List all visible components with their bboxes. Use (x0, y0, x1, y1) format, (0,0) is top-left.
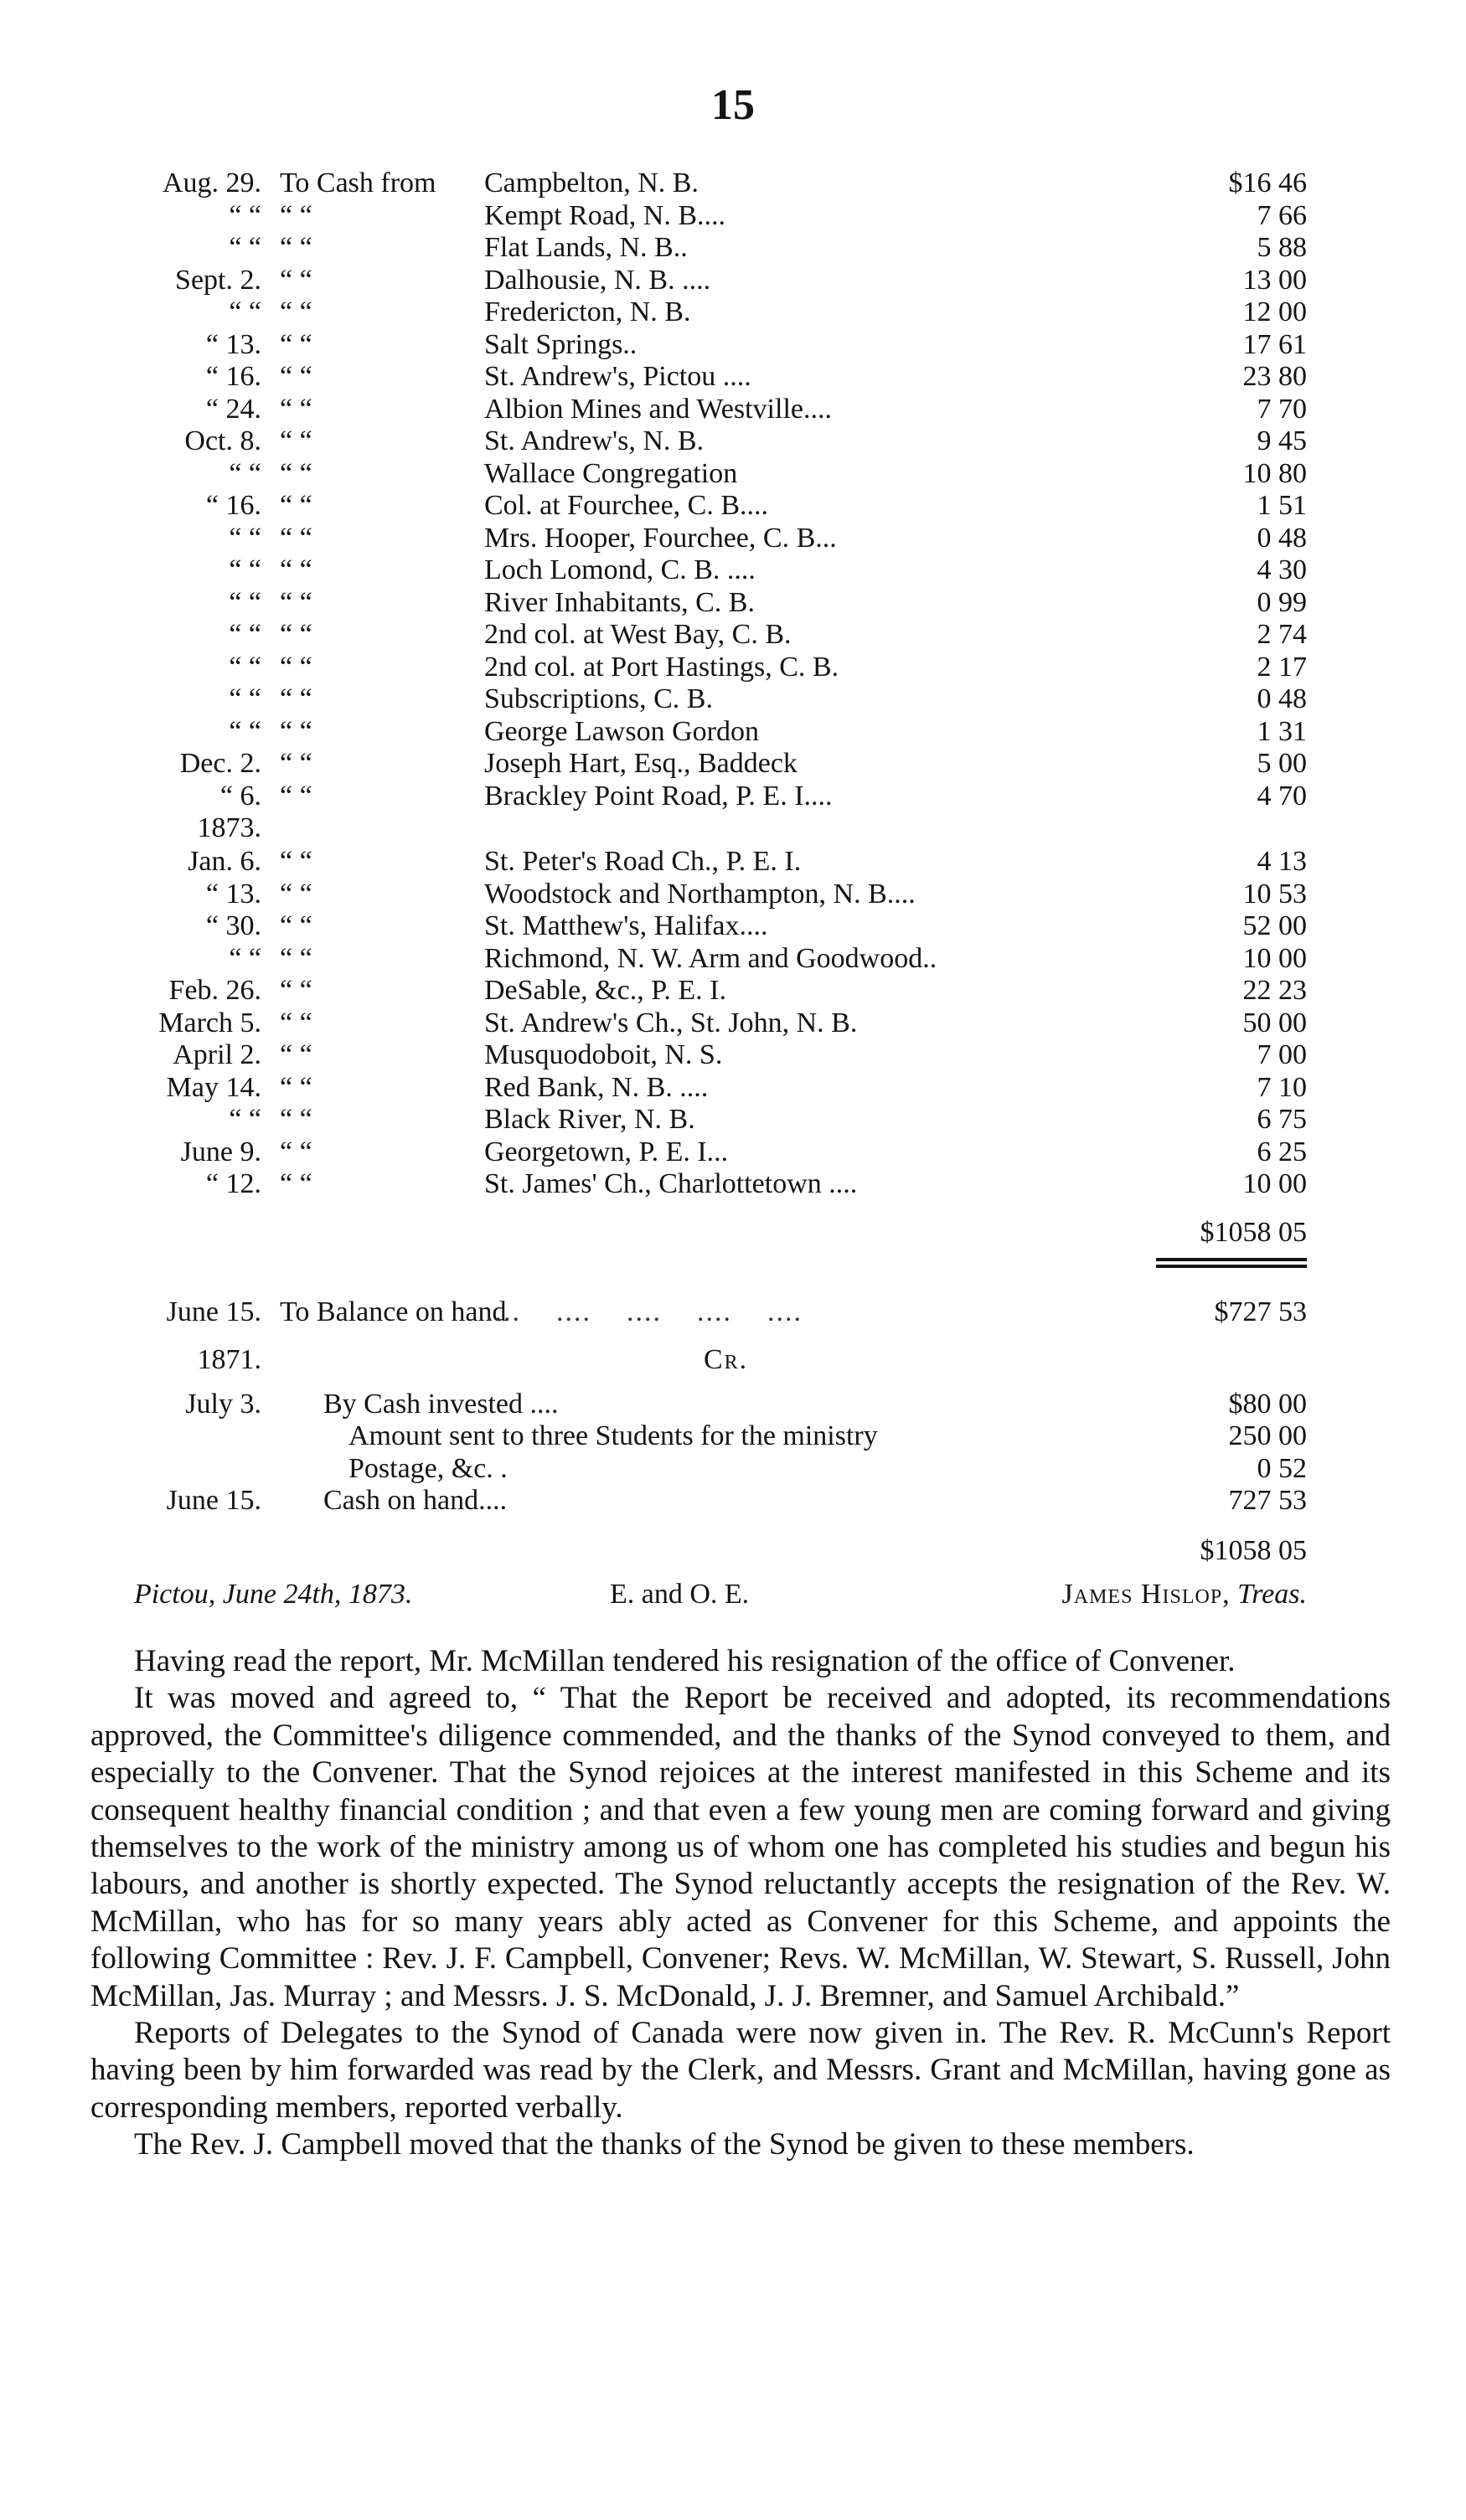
entry-source: 2nd col. at West Bay, C. B. (484, 619, 792, 650)
entry-amount: 10 53 (1242, 878, 1307, 910)
entry-prefix: “ “ (280, 910, 312, 941)
paragraph: The Rev. J. Campbell moved that the thanks of the Synod be given to these members. (134, 2127, 1195, 2162)
credit-date: July 3. (185, 1388, 261, 1420)
entry-amount: 5 00 (1257, 748, 1307, 779)
credit-header-row (151, 1338, 1307, 1382)
credit-amount: 0 52 (1257, 1452, 1307, 1484)
balance-date: June 15. (166, 1296, 261, 1327)
entry-source: St. Andrew's, N. B. (484, 425, 705, 456)
entry-amount: 7 66 (1257, 199, 1307, 231)
errors-omissions: E. and O. E. (610, 1578, 750, 1610)
debit-entries (151, 167, 1307, 1201)
credit-row (151, 1485, 1307, 1518)
entry-prefix: “ “ (280, 361, 312, 392)
entry-date: “ 13. (205, 878, 261, 910)
entry-amount: 1 31 (1257, 715, 1307, 747)
entry-source: Campbelton, N. B. (484, 167, 699, 198)
ledger-row (151, 943, 1307, 976)
entry-prefix: “ “ (280, 1104, 312, 1135)
entry-source: George Lawson Gordon (484, 715, 759, 747)
ledger-row (151, 425, 1307, 458)
ledger-row (151, 458, 1307, 491)
entry-source: St. Andrew's, Pictou .... (484, 361, 751, 392)
paragraph: Having read the report, Mr. McMillan tendered his resignation of the office of Convener. (134, 1644, 1236, 1678)
entry-source: Red Bank, N. B. .... (484, 1071, 709, 1103)
entry-date: “ “ (229, 942, 261, 974)
entry-amount: 10 80 (1242, 457, 1307, 489)
entry-amount: 50 00 (1242, 1007, 1307, 1038)
entry-date: “ “ (229, 232, 261, 263)
entry-source: Wallace Congregation (484, 457, 738, 489)
credit-amount: $80 00 (1228, 1388, 1307, 1420)
ledger-row (151, 296, 1307, 329)
entry-amount: 0 99 (1257, 586, 1307, 618)
entry-source: Brackley Point Road, P. E. I.... (484, 780, 833, 812)
credit-date: June 15. (166, 1485, 261, 1516)
entry-prefix: “ “ (280, 425, 312, 456)
ledger-row (151, 1104, 1307, 1136)
ledger-row (151, 748, 1307, 781)
entry-date: Oct. 8. (184, 425, 261, 456)
entry-amount: 52 00 (1242, 910, 1307, 941)
ledger-row (151, 652, 1307, 684)
treasurer-signature: James Hislop, Treas. (1061, 1578, 1307, 1610)
entry-amount: 7 00 (1257, 1039, 1307, 1070)
credit-amount: 250 00 (1228, 1420, 1307, 1451)
entry-prefix: “ “ (280, 554, 312, 585)
body-text (90, 1643, 1391, 2163)
entry-prefix: “ “ (280, 1136, 312, 1167)
ledger-row (151, 846, 1307, 879)
ledger-row (151, 232, 1307, 265)
entry-date: June 9. (180, 1136, 261, 1167)
credit-total-row (151, 1529, 1307, 1573)
leader-dots: .... .... .... .... .... (486, 1296, 803, 1327)
entry-prefix: “ “ (280, 457, 312, 489)
entry-source: Dalhousie, N. B. .... (484, 264, 711, 296)
signature-place-date: Pictou, June 24th, 1873. (134, 1578, 413, 1610)
credit-row (151, 1389, 1307, 1421)
double-rule (151, 1255, 1307, 1273)
entry-source: Salt Springs.. (484, 328, 638, 360)
entry-amount: 10 00 (1242, 1168, 1307, 1199)
entry-source: Georgetown, P. E. I... (484, 1136, 729, 1167)
entry-prefix: “ “ (280, 199, 312, 231)
entry-prefix: “ “ (280, 878, 312, 910)
ledger-row (151, 910, 1307, 943)
credit-description: Cash on hand.... (323, 1485, 508, 1516)
entry-date: “ “ (229, 586, 261, 618)
credit-year: 1871. (197, 1343, 261, 1375)
entry-prefix: “ “ (280, 846, 312, 877)
entry-prefix: To Cash from (280, 167, 436, 198)
entry-date: “ “ (229, 296, 261, 327)
ledger-row (151, 975, 1307, 1007)
entry-source: River Inhabitants, C. B. (484, 586, 755, 618)
credit-entries (151, 1389, 1307, 1518)
entry-prefix: “ “ (280, 1039, 312, 1070)
debit-total-row (151, 1211, 1307, 1255)
entry-date: “ 16. (205, 361, 261, 392)
credit-rule (151, 1518, 1307, 1529)
entry-amount: 0 48 (1257, 522, 1307, 554)
credit-amount: 727 53 (1228, 1485, 1307, 1516)
entry-source: Albion Mines and Westville.... (484, 393, 832, 425)
entry-prefix: “ “ (280, 942, 312, 974)
entry-prefix: “ “ (280, 748, 312, 779)
ledger-row (151, 554, 1307, 587)
entry-amount: 12 00 (1242, 296, 1307, 327)
ledger-row (151, 1168, 1307, 1201)
entry-prefix: “ “ (280, 715, 312, 747)
entry-date: “ 30. (205, 910, 261, 941)
entry-source: Black River, N. B. (484, 1104, 695, 1135)
entry-amount: 4 70 (1257, 780, 1307, 812)
entry-prefix: “ “ (280, 232, 312, 263)
ledger-row (151, 200, 1307, 233)
entry-source: 2nd col. at Port Hastings, C. B. (484, 651, 839, 683)
entry-date: “ “ (229, 1104, 261, 1135)
credit-row (151, 1453, 1307, 1486)
entry-prefix: “ “ (280, 1007, 312, 1038)
entry-source: Kempt Road, N. B.... (484, 199, 726, 231)
entry-prefix: “ “ (280, 522, 312, 554)
entry-source: Subscriptions, C. B. (484, 683, 713, 714)
entry-date: Dec. 2. (179, 748, 261, 779)
entry-date: “ “ (229, 554, 261, 585)
entry-date: “ “ (229, 683, 261, 714)
entry-date: April 2. (173, 1039, 261, 1070)
entry-amount: 22 23 (1242, 975, 1307, 1006)
entry-date: “ “ (229, 199, 261, 231)
entry-source: Richmond, N. W. Arm and Goodwood.. (484, 942, 937, 974)
ledger-row (151, 167, 1307, 200)
ledger-row (151, 716, 1307, 749)
entry-prefix: “ “ (280, 619, 312, 650)
entry-prefix: “ “ (280, 328, 312, 360)
entry-amount: 2 74 (1257, 619, 1307, 650)
entry-prefix: “ “ (280, 683, 312, 714)
entry-amount: 6 25 (1257, 1136, 1307, 1167)
entry-date: May 14. (166, 1071, 261, 1103)
ledger-row (151, 394, 1307, 426)
page-number: 15 (711, 81, 755, 129)
entry-source: DeSable, &c., P. E. I. (484, 975, 726, 1006)
entry-amount: 13 00 (1242, 264, 1307, 296)
entry-date: “ 12. (205, 1168, 261, 1199)
entry-source: Col. at Fourchee, C. B.... (484, 490, 769, 521)
ledger-row (151, 587, 1307, 620)
paragraph: Reports of Delegates to the Synod of Canada were now given in. The Rev. R. McCunn's Report having been by him forwarded was read by the Clerk, and Messrs. Grant and McMillan, having gone as corresponding members, reported verbally. (90, 2015, 1391, 2125)
credit-title: Cr. (704, 1343, 749, 1375)
entry-amount: 17 61 (1242, 328, 1307, 360)
entry-source: St. Andrew's Ch., St. John, N. B. (484, 1007, 858, 1038)
paragraph: It was moved and agreed to, “ That the Report be received and adopted, its recommendations approved, the Committee's diligence commended, and the thanks of the Synod conveyed to them, and especially to the Convener. That the Synod rejoices at the interest manifested in this Scheme and its consequent healthy financial condition ; and that even a few young men are coming forward and giving themselves to the work of the ministry among us of whom one has completed his studies and begun his labours, and another is shortly expected. The Synod reluctantly accepts the resignation of the Rev. W. McMillan, who has for so many years ably acted as Convener for this Scheme, and appoints the following Committee : Rev. J. F. Campbell, Convener; Revs. W. McMillan, W. Stewart, S. Russell, John McMillan, Jas. Murray ; and Messrs. J. S. McDonald, J. J. Bremner, and Samuel Archibald.” (90, 1681, 1391, 2013)
entry-prefix: “ “ (280, 975, 312, 1006)
signature-row (134, 1576, 1307, 1613)
entry-amount: 7 10 (1257, 1071, 1307, 1103)
ledger-row (151, 329, 1307, 362)
ledger-row (151, 1039, 1307, 1072)
entry-amount: 2 17 (1257, 651, 1307, 683)
entry-date: “ “ (229, 457, 261, 489)
ledger-row (151, 683, 1307, 716)
entry-prefix: “ “ (280, 264, 312, 296)
ledger-row (151, 361, 1307, 394)
entry-date: Jan. 6. (188, 846, 261, 877)
entry-amount: 5 88 (1257, 232, 1307, 263)
entry-amount: 6 75 (1257, 1104, 1307, 1135)
ledger-year-row (151, 812, 1307, 846)
entry-prefix: “ “ (280, 1071, 312, 1103)
ledger-row (151, 490, 1307, 523)
ledger-row (151, 879, 1307, 911)
entry-amount: 0 48 (1257, 683, 1307, 714)
entry-prefix: “ “ (280, 1168, 312, 1199)
entry-prefix: “ “ (280, 651, 312, 683)
entry-source: St. Peter's Road Ch., P. E. I. (484, 846, 802, 877)
entry-date: “ “ (229, 619, 261, 650)
ledger-row (151, 1072, 1307, 1105)
entry-date: “ “ (229, 522, 261, 554)
credit-description: Postage, &c. . (348, 1452, 508, 1484)
credit-total: $1058 05 (1200, 1534, 1307, 1566)
entry-amount: 4 13 (1257, 846, 1307, 877)
entry-source: Woodstock and Northampton, N. B.... (484, 878, 916, 910)
entry-prefix: “ “ (280, 490, 312, 521)
entry-prefix: “ “ (280, 296, 312, 327)
balance-amount: $727 53 (1214, 1296, 1307, 1327)
ledger-row (151, 265, 1307, 297)
entry-amount: $16 46 (1228, 167, 1307, 198)
ledger-row (151, 619, 1307, 652)
entry-date: Aug. 29. (162, 167, 261, 198)
entry-prefix: “ “ (280, 780, 312, 812)
ledger-row (151, 523, 1307, 555)
ledger-row (151, 1007, 1307, 1040)
entry-source: Musquodoboit, N. S. (484, 1039, 723, 1070)
entry-date: March 5. (158, 1007, 261, 1038)
entry-amount: 9 45 (1257, 425, 1307, 456)
entry-source: St. James' Ch., Charlottetown .... (484, 1168, 858, 1199)
entry-date: “ 6. (219, 780, 261, 812)
entry-source: Flat Lands, N. B.. (484, 232, 688, 263)
entry-source: Joseph Hart, Esq., Baddeck (484, 748, 798, 779)
entry-amount: 4 30 (1257, 554, 1307, 585)
credit-description: Amount sent to three Students for the ministry (348, 1420, 878, 1451)
entry-amount: 10 00 (1242, 942, 1307, 974)
entry-date: “ 16. (205, 490, 261, 521)
ledger-row (151, 781, 1307, 813)
entry-date: Sept. 2. (175, 264, 261, 296)
entry-prefix: “ “ (280, 586, 312, 618)
entry-date: “ “ (229, 651, 261, 683)
entry-date: “ 24. (205, 393, 261, 425)
entry-amount: 1 51 (1257, 490, 1307, 521)
balance-row (151, 1291, 1307, 1333)
entry-date: “ “ (229, 715, 261, 747)
entry-amount: 23 80 (1242, 361, 1307, 392)
credit-row (151, 1420, 1307, 1453)
entry-date: “ 13. (205, 328, 261, 360)
entry-source: Mrs. Hooper, Fourchee, C. B... (484, 522, 837, 554)
debit-total: $1058 05 (1200, 1216, 1307, 1248)
entry-source: St. Matthew's, Halifax.... (484, 910, 768, 941)
entry-date: Feb. 26. (168, 975, 261, 1006)
credit-description: By Cash invested .... (323, 1388, 559, 1420)
entry-date: 1873. (197, 812, 261, 843)
entry-amount: 7 70 (1257, 393, 1307, 425)
ledger-table (134, 167, 1307, 1613)
balance-label: To Balance on hand (280, 1296, 507, 1327)
ledger-row (151, 1136, 1307, 1169)
entry-source: Loch Lomond, C. B. .... (484, 554, 756, 585)
entry-source: Fredericton, N. B. (484, 296, 691, 327)
entry-prefix: “ “ (280, 393, 312, 425)
